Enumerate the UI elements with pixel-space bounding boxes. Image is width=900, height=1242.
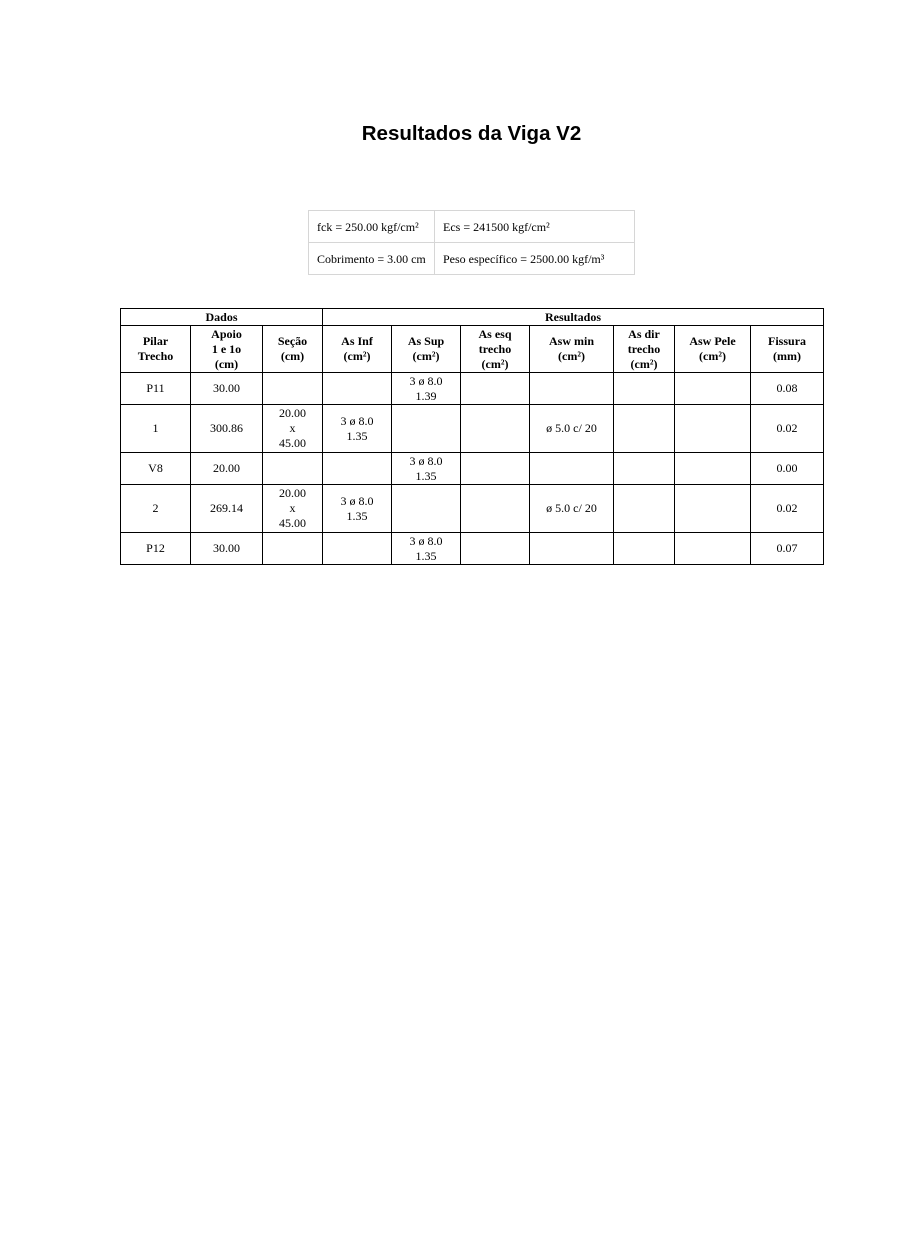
cell-apoio: 30.00 bbox=[191, 373, 263, 405]
page-title: Resultados da Viga V2 bbox=[361, 122, 582, 145]
cell-as-sup bbox=[392, 485, 461, 533]
cell-as-esq bbox=[461, 485, 530, 533]
group-dados-header: Dados bbox=[121, 309, 323, 326]
cell-asw-pele bbox=[675, 373, 751, 405]
ecs-cell: Ecs = 241500 kgf/cm² bbox=[435, 211, 635, 243]
cell-secao: 20.00 x 45.00 bbox=[263, 405, 323, 453]
cell-asw-min bbox=[530, 373, 614, 405]
cell-pilar: V8 bbox=[121, 453, 191, 485]
cell-asw-pele bbox=[675, 485, 751, 533]
cell-as-esq bbox=[461, 405, 530, 453]
cell-apoio: 269.14 bbox=[191, 485, 263, 533]
cell-apoio: 300.86 bbox=[191, 405, 263, 453]
group-resultados-header: Resultados bbox=[323, 309, 824, 326]
table-row bbox=[121, 485, 824, 533]
cell-as-dir bbox=[614, 485, 675, 533]
cell-as-dir bbox=[614, 453, 675, 485]
cell-fissura: 0.02 bbox=[751, 405, 824, 453]
cell-as-inf bbox=[323, 373, 392, 405]
cell-as-sup: 3 ø 8.0 1.35 bbox=[392, 533, 461, 565]
cell-fissura: 0.02 bbox=[751, 485, 824, 533]
cell-asw-min bbox=[530, 533, 614, 565]
cell-pilar: 2 bbox=[121, 485, 191, 533]
cell-as-esq bbox=[461, 373, 530, 405]
cell-as-dir bbox=[614, 533, 675, 565]
cell-as-sup: 3 ø 8.0 1.39 bbox=[392, 373, 461, 405]
group-header-row bbox=[121, 309, 824, 326]
results-table bbox=[120, 308, 824, 565]
cell-as-esq bbox=[461, 453, 530, 485]
cell-asw-pele bbox=[675, 453, 751, 485]
header-as-esq-trecho: As esq trecho (cm²) bbox=[461, 326, 530, 373]
cell-as-inf: 3 ø 8.0 1.35 bbox=[323, 405, 392, 453]
header-as-sup: As Sup (cm²) bbox=[392, 326, 461, 373]
header-as-dir-trecho: As dir trecho (cm²) bbox=[614, 326, 675, 373]
cell-pilar: 1 bbox=[121, 405, 191, 453]
properties-row bbox=[309, 211, 635, 243]
cell-secao bbox=[263, 373, 323, 405]
material-properties-table bbox=[308, 210, 635, 275]
cell-apoio: 30.00 bbox=[191, 533, 263, 565]
table-row bbox=[121, 453, 824, 485]
cell-fissura: 0.00 bbox=[751, 453, 824, 485]
cell-asw-pele bbox=[675, 533, 751, 565]
cell-pilar: P12 bbox=[121, 533, 191, 565]
cell-as-inf bbox=[323, 453, 392, 485]
fck-cell: fck = 250.00 kgf/cm² bbox=[309, 211, 435, 243]
cell-as-sup bbox=[392, 405, 461, 453]
header-asw-min: Asw min (cm²) bbox=[530, 326, 614, 373]
cell-asw-pele bbox=[675, 405, 751, 453]
cell-asw-min: ø 5.0 c/ 20 bbox=[530, 485, 614, 533]
cell-pilar: P11 bbox=[121, 373, 191, 405]
cell-secao bbox=[263, 533, 323, 565]
header-fissura: Fissura (mm) bbox=[751, 326, 824, 373]
cell-as-inf: 3 ø 8.0 1.35 bbox=[323, 485, 392, 533]
header-pilar-trecho: Pilar Trecho bbox=[121, 326, 191, 373]
cell-as-dir bbox=[614, 373, 675, 405]
table-row bbox=[121, 373, 824, 405]
column-header-row bbox=[121, 326, 824, 373]
table-row bbox=[121, 533, 824, 565]
cell-fissura: 0.07 bbox=[751, 533, 824, 565]
cell-as-esq bbox=[461, 533, 530, 565]
cell-as-inf bbox=[323, 533, 392, 565]
peso-especifico-cell: Peso específico = 2500.00 kgf/m³ bbox=[435, 243, 635, 275]
header-asw-pele: Asw Pele (cm²) bbox=[675, 326, 751, 373]
cell-secao bbox=[263, 453, 323, 485]
cell-secao: 20.00 x 45.00 bbox=[263, 485, 323, 533]
header-apoio: Apoio 1 e 1o (cm) bbox=[191, 326, 263, 373]
cell-fissura: 0.08 bbox=[751, 373, 824, 405]
cobrimento-cell: Cobrimento = 3.00 cm bbox=[309, 243, 435, 275]
header-as-inf: As Inf (cm²) bbox=[323, 326, 392, 373]
cell-as-dir bbox=[614, 405, 675, 453]
cell-apoio: 20.00 bbox=[191, 453, 263, 485]
cell-as-sup: 3 ø 8.0 1.35 bbox=[392, 453, 461, 485]
cell-asw-min bbox=[530, 453, 614, 485]
table-row bbox=[121, 405, 824, 453]
properties-row bbox=[309, 243, 635, 275]
header-secao: Seção (cm) bbox=[263, 326, 323, 373]
cell-asw-min: ø 5.0 c/ 20 bbox=[530, 405, 614, 453]
